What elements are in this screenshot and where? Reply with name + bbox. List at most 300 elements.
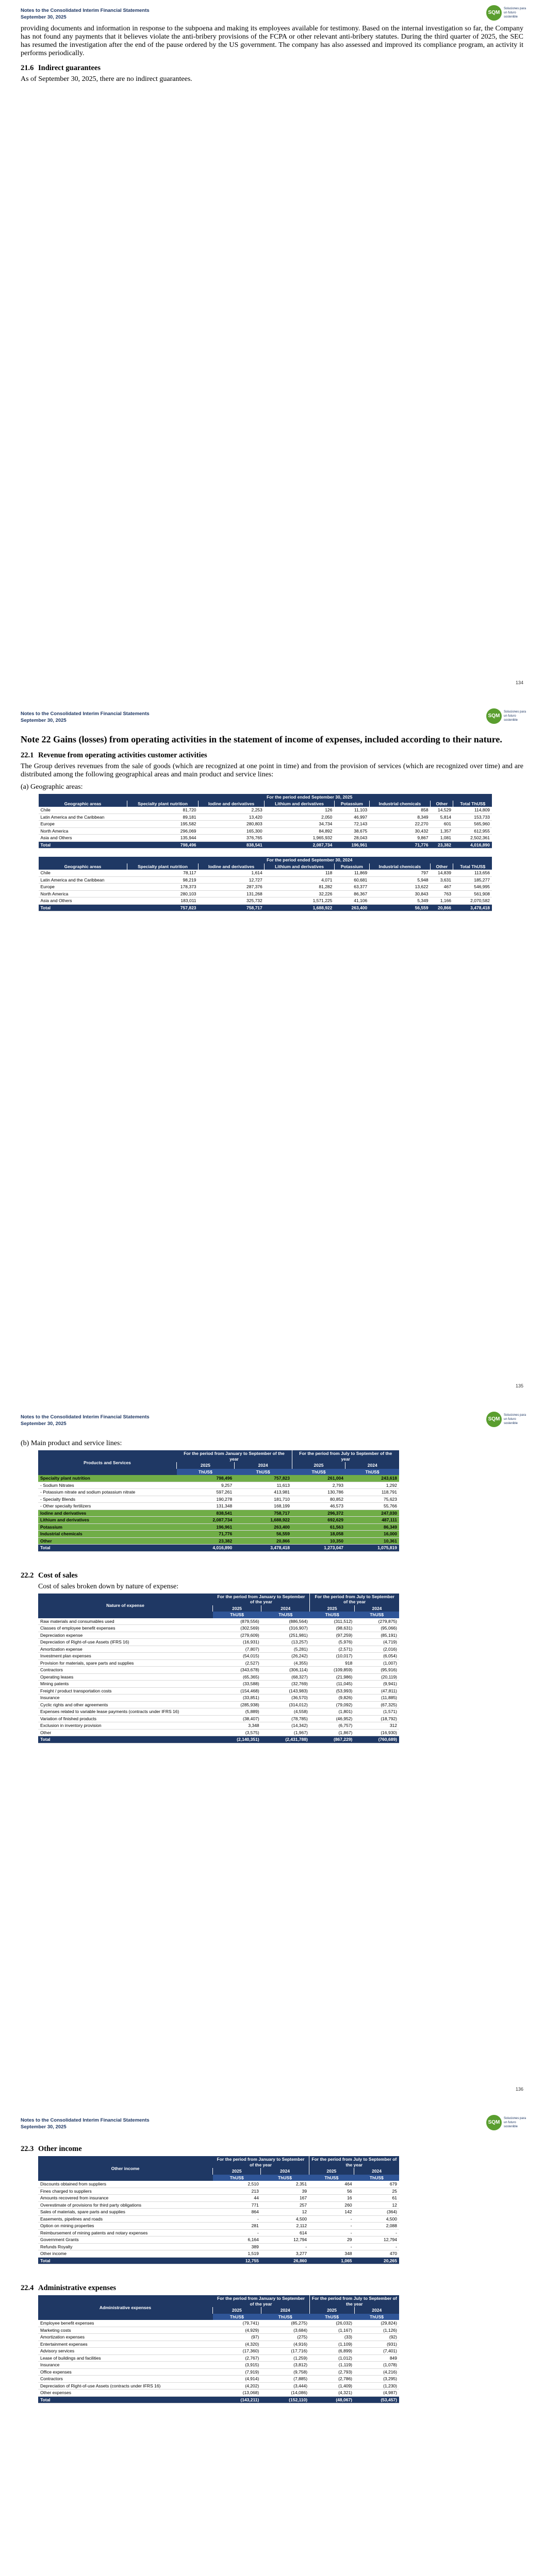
table-cell: (3,812)	[261, 2362, 309, 2369]
table-cell: (4,558)	[261, 1708, 310, 1716]
table-cell: 142	[309, 2209, 354, 2216]
table-cell: 2,088	[354, 2223, 399, 2230]
table-row	[39, 814, 492, 821]
table-cell: 565,960	[453, 821, 492, 828]
subheading-products: (b) Main product and service lines:	[21, 1439, 122, 1447]
row-label: Employee benefit expenses	[38, 2320, 213, 2327]
table-cell: 757,823	[234, 1475, 292, 1482]
table-cell: -	[261, 2243, 309, 2250]
table-period: For the period ended September 30, 2024	[127, 857, 492, 863]
table-cell: (48,067)	[309, 2396, 354, 2403]
table-cell: 3,478,418	[453, 904, 492, 911]
table-cell: (18,792)	[354, 1715, 399, 1722]
page-number: 135	[515, 1383, 523, 1388]
year-header: 2025	[309, 2168, 354, 2175]
table-cell: 60,681	[334, 876, 369, 884]
column-header: Potassium	[334, 863, 369, 870]
row-label: Europe	[39, 884, 127, 891]
year-header: 2025	[177, 1462, 235, 1469]
table-cell: 26,860	[261, 2257, 309, 2264]
table-cell: (1,867)	[310, 1729, 355, 1736]
table-cell: 280,103	[127, 890, 198, 897]
table-cell: 757,823	[127, 904, 198, 911]
row-label: Mining patents	[38, 1681, 213, 1688]
logo-mark: SQM	[486, 708, 502, 724]
table-cell: 168,199	[234, 1503, 292, 1510]
table-cell: 30,843	[369, 890, 430, 897]
table-cell: 280,803	[199, 821, 265, 828]
table-cell: (29,824)	[354, 2320, 399, 2327]
row-label: Sales of materials, spare parts and supplies	[38, 2209, 213, 2216]
table-cell: (46,952)	[310, 1715, 355, 1722]
logo-mark: SQM	[486, 5, 502, 21]
year-header: 2024	[345, 1462, 399, 1469]
row-label: Other expenses	[38, 2389, 213, 2397]
table-cell: (9,758)	[261, 2368, 309, 2376]
row-label: Amortization expense	[38, 1646, 213, 1653]
row-label: Amortization expenses	[38, 2334, 213, 2341]
page-137	[0, 2110, 544, 2576]
logo-tagline: Soluciones para un futuro sostenible	[504, 1414, 526, 1425]
row-label: Operating leases	[38, 1673, 213, 1681]
table-cell: (2,016)	[354, 1646, 399, 1653]
table-cell: 1,292	[345, 1482, 399, 1489]
table-cell: 4,016,890	[453, 841, 492, 849]
year-header: 2024	[354, 2307, 399, 2314]
table-cell: (1,230)	[354, 2382, 399, 2389]
table-row	[38, 2368, 399, 2376]
table-row	[38, 2334, 399, 2341]
table-cell: 2,087,734	[177, 1517, 235, 1524]
table-cell: 464	[309, 2181, 354, 2188]
table-cell: 71,776	[177, 1531, 235, 1538]
row-label: Option on mining properties	[38, 2223, 213, 2230]
table-cell: (285,938)	[213, 1701, 261, 1708]
table-cell: 196,961	[177, 1523, 235, 1531]
table-row	[38, 2223, 399, 2230]
table-cell: 2,253	[199, 807, 265, 814]
page-header	[21, 7, 150, 21]
row-label: Chile	[39, 870, 127, 876]
table-cell: 261,004	[292, 1475, 345, 1482]
logo-mark: SQM	[486, 2115, 502, 2130]
table-cell: -	[309, 2229, 354, 2236]
table-cell: 2,510	[213, 2181, 261, 2188]
row-label: Freight / product transportation costs	[38, 1687, 213, 1694]
table-header-row	[39, 801, 492, 807]
table-cell: 23,382	[177, 1537, 235, 1545]
table-cell: (4,216)	[354, 2368, 399, 2376]
row-label: Total	[39, 841, 127, 849]
table-cell: 86,367	[334, 890, 369, 897]
table-cell: 185,277	[453, 876, 492, 884]
table-row	[38, 1701, 399, 1708]
table-row	[38, 1694, 399, 1702]
period-a: For the period from January to September of the year	[213, 1594, 310, 1605]
year-header: 2024	[354, 1605, 399, 1612]
table-cell: 2,070,582	[453, 897, 492, 905]
table-cell: 546,995	[453, 884, 492, 891]
year-header: 2025	[213, 2168, 261, 2175]
table-row	[38, 1618, 399, 1625]
unit-header: ThUS$	[234, 1469, 292, 1476]
page-number: 136	[515, 2087, 523, 2092]
table-cell: (14,342)	[261, 1722, 310, 1730]
row-label: Total	[38, 2257, 213, 2264]
col-label: Products and Services	[38, 1450, 177, 1475]
table-cell: (98,631)	[310, 1625, 355, 1632]
table-cell: 56,559	[369, 904, 430, 911]
column-header: Potassium	[334, 801, 369, 807]
table-cell: (6,757)	[310, 1722, 355, 1730]
column-header: Lithium and derivatives	[265, 863, 335, 870]
table-row	[38, 2389, 399, 2397]
table-row	[38, 1503, 399, 1510]
table-cell: -	[213, 2229, 261, 2236]
table-cell: 1,357	[431, 827, 453, 835]
table-cell: (7,807)	[213, 1646, 261, 1653]
table-cell: 918	[310, 1659, 355, 1667]
table-cell: 81,282	[265, 884, 335, 891]
table-cell: 2,112	[261, 2223, 309, 2230]
row-label: Investment plan expenses	[38, 1653, 213, 1660]
year-header: 2025	[213, 2307, 261, 2314]
table-cell: 72,143	[334, 821, 369, 828]
unit-header: ThUS$	[213, 1612, 261, 1618]
table-cell: (17,716)	[261, 2348, 309, 2355]
table-cell: 25	[354, 2188, 399, 2195]
table-cell: -	[309, 2215, 354, 2223]
column-header: Iodine and derivatives	[199, 801, 265, 807]
table-cell: (3,444)	[261, 2382, 309, 2389]
row-label: Potassium	[38, 1523, 177, 1531]
row-label: Contractors	[38, 2376, 213, 2383]
row-label: Insurance	[38, 2362, 213, 2369]
table-cell: 41,106	[334, 897, 369, 905]
table-cell: (1,167)	[309, 2327, 354, 2334]
row-label: Other	[38, 1729, 213, 1736]
row-label: Exclusion in inventory provision	[38, 1722, 213, 1730]
table-cell: (109,859)	[310, 1667, 355, 1674]
table-cell: 257	[261, 2201, 309, 2209]
unit-header: ThUS$	[213, 2314, 261, 2320]
table-cell: 263,400	[234, 1523, 292, 1531]
column-header: Specialty plant nutrition	[127, 863, 198, 870]
row-label: Marketing costs	[38, 2327, 213, 2334]
row-label: - Specialty Blends	[38, 1496, 177, 1503]
table-cell: (14,086)	[261, 2389, 309, 2397]
column-header: Specialty plant nutrition	[127, 801, 198, 807]
geographic-table-2025	[38, 794, 492, 849]
table-cell: 130,786	[292, 1489, 345, 1496]
table-cell: 8,349	[369, 814, 430, 821]
table-cell: 118	[265, 870, 335, 876]
row-label: Specialty plant nutrition	[38, 1475, 177, 1482]
row-label: North America	[39, 890, 127, 897]
table-row	[38, 1646, 399, 1653]
table-cell: 1,273,047	[292, 1545, 345, 1552]
table-cell: (95,066)	[354, 1625, 399, 1632]
row-label: Overestimate of provisions for third party obligations	[38, 2201, 213, 2209]
table-cell: (879,556)	[213, 1618, 261, 1625]
row-label: Depreciation of Right-of-use Assets (IFRS 16)	[38, 1639, 213, 1646]
table-row	[38, 1632, 399, 1639]
row-label: Cyclic rights and other agreements	[38, 1701, 213, 1708]
table-cell: 4,500	[261, 2215, 309, 2223]
table-row	[38, 2229, 399, 2236]
table-cell: (306,114)	[261, 1667, 310, 1674]
table-cell: (97,259)	[310, 1632, 355, 1639]
section-heading-22-4: 22.4 Administrative expenses	[21, 2284, 117, 2292]
period-b: For the period from July to September of the year	[309, 2156, 399, 2168]
table-row	[38, 1475, 399, 1482]
column-header: Total ThUS$	[453, 863, 492, 870]
table-cell: 692,629	[292, 1517, 345, 1524]
table-cell: (4,916)	[261, 2341, 309, 2348]
table-cell: (4,321)	[309, 2389, 354, 2397]
table-cell: (2,571)	[310, 1646, 355, 1653]
table-cell: (95,916)	[354, 1667, 399, 1674]
table-cell: 3,277	[261, 2250, 309, 2258]
table-row	[38, 1489, 399, 1496]
table-cell: 614	[261, 2229, 309, 2236]
header-line1: Notes to the Consolidated Interim Financial Statements	[21, 2117, 150, 2123]
row-label: Discounts obtained from suppliers	[38, 2181, 213, 2188]
table-cell: (279,875)	[354, 1618, 399, 1625]
col-label: Other income	[38, 2156, 213, 2181]
section-heading-22-1: 22.1 Revenue from operating activities customer activities	[21, 751, 207, 759]
table-cell: (68,327)	[261, 1673, 310, 1681]
logo-tagline: Soluciones para un futuro sostenible	[504, 2117, 526, 2128]
table-row	[38, 1681, 399, 1688]
table-cell: 858	[369, 807, 430, 814]
table-cell: 86,349	[345, 1523, 399, 1531]
table-cell: 11,869	[334, 870, 369, 876]
table-cell: 80,852	[292, 1496, 345, 1503]
table-cell: 679	[354, 2181, 399, 2188]
row-label: Advisory services	[38, 2348, 213, 2355]
table-cell: 98,219	[127, 876, 198, 884]
table-cell: (4,719)	[354, 1639, 399, 1646]
page-header	[21, 2117, 150, 2130]
table-cell: (2,527)	[213, 1659, 261, 1667]
table-cell: -	[309, 2223, 354, 2230]
page-134	[0, 0, 544, 703]
row-label: Contractors	[38, 1667, 213, 1674]
table-cell: 14,529	[431, 807, 453, 814]
table-cell: 281	[213, 2223, 261, 2230]
row-label: Raw materials and consumables used	[38, 1618, 213, 1625]
row-label: - Sodium Nitrates	[38, 1482, 177, 1489]
table-row	[38, 1659, 399, 1667]
header-line1: Notes to the Consolidated Interim Financial Statements	[21, 1414, 150, 1420]
table-cell: 196,961	[334, 841, 369, 849]
paragraph-intro: providing documents and information in response to the subpoena and making its employees available for testimony. Based on the internal investigation so far, the Company has not found any payments that it believes violate the anti-bribery provisions of the FCPA or other relevant anti-bribery statutes. During the third quarter of 2025, the SEC has resumed the investigation after the end of the pause ordered by the US government. The company has also assessed and improved its compliance program, an activity it performs periodically.	[21, 25, 523, 57]
table-row	[38, 1708, 399, 1716]
table-cell: (10,017)	[310, 1653, 355, 1660]
year-header: 2025	[309, 2307, 354, 2314]
table-cell: 118,791	[345, 1489, 399, 1496]
table-row	[38, 1722, 399, 1730]
row-label: Provision for materials, spare parts and supplies	[38, 1659, 213, 1667]
table-cell: (7,919)	[213, 2368, 261, 2376]
table-cell: (47,811)	[354, 1687, 399, 1694]
table-row	[38, 1496, 399, 1503]
table-row	[38, 1687, 399, 1694]
table-cell: (5,281)	[261, 1646, 310, 1653]
table-row	[38, 2236, 399, 2244]
table-cell: 29	[309, 2236, 354, 2244]
table-cell: (33,851)	[213, 1694, 261, 1702]
table-cell: (2,431,788)	[261, 1736, 310, 1743]
table-cell: (38,407)	[213, 1715, 261, 1722]
row-label: Government Grants	[38, 2236, 213, 2244]
table-cell: 56	[309, 2188, 354, 2195]
table-cell: 597,261	[177, 1489, 235, 1496]
table-cell: (11,045)	[310, 1681, 355, 1688]
row-label: Refunds Royalty	[38, 2243, 213, 2250]
row-label: Iodine and derivatives	[38, 1510, 177, 1517]
table-cell: 30,432	[369, 827, 430, 835]
year-header: 2025	[213, 1605, 261, 1612]
row-label: Insurance	[38, 1694, 213, 1702]
table-cell: 10,361	[345, 1537, 399, 1545]
table-cell: 11,613	[234, 1482, 292, 1489]
section-heading-22-2: 22.2 Cost of sales	[21, 1571, 78, 1580]
table-cell: 758,717	[234, 1510, 292, 1517]
table-cell: (67,325)	[354, 1701, 399, 1708]
table-row	[38, 2382, 399, 2389]
table-cell: 131,348	[177, 1503, 235, 1510]
year-header: 2024	[354, 2168, 399, 2175]
row-label: Asia and Others	[39, 835, 127, 842]
table-cell: (1,571)	[354, 1708, 399, 1716]
table-row	[38, 1673, 399, 1681]
column-header: Industrial chemicals	[369, 801, 430, 807]
table-cell: 81,720	[127, 807, 198, 814]
table-cell: 601	[431, 821, 453, 828]
row-label: Europe	[39, 821, 127, 828]
year-header: 2024	[234, 1462, 292, 1469]
table-cell: 46,997	[334, 814, 369, 821]
other-income-table	[38, 2156, 399, 2264]
table-cell: (1,007)	[354, 1659, 399, 1667]
period-b: For the period from July to September of the year	[309, 2295, 399, 2307]
table-row	[38, 1667, 399, 1674]
header-line1: Notes to the Consolidated Interim Financial Statements	[21, 711, 150, 717]
table-cell: 1,065	[309, 2257, 354, 2264]
table-row	[38, 2320, 399, 2327]
paragraph-guarantees: As of September 30, 2025, there are no indirect guarantees.	[21, 75, 192, 83]
table-cell: (33,588)	[213, 1681, 261, 1688]
table-cell: 1,965,932	[265, 835, 335, 842]
table-cell: (1,078)	[354, 2362, 399, 2369]
table-cell: (7,885)	[261, 2376, 309, 2383]
table-cell: (1,119)	[309, 2362, 354, 2369]
table-cell: 376,765	[199, 835, 265, 842]
table-cell: (92)	[354, 2334, 399, 2341]
table-cell: (4,914)	[213, 2376, 261, 2383]
table-cell: (3,684)	[261, 2327, 309, 2334]
row-label: Total	[39, 904, 127, 911]
row-label: Other income	[38, 2250, 213, 2258]
table-row	[38, 1482, 399, 1489]
row-label: Total	[38, 2396, 213, 2403]
row-label: Chile	[39, 807, 127, 814]
row-label: Office expenses	[38, 2368, 213, 2376]
table-cell: (17,360)	[213, 2348, 261, 2355]
unit-header: ThUS$	[261, 2175, 309, 2181]
table-row	[38, 1531, 399, 1538]
table-cell: (4,320)	[213, 2341, 261, 2348]
table-cell: 71,776	[369, 841, 430, 849]
table-cell: 287,376	[199, 884, 265, 891]
row-label: Lease of buildings and facilities	[38, 2354, 213, 2362]
column-header: Other	[431, 801, 453, 807]
table-cell: (6,054)	[354, 1653, 399, 1660]
table-row	[38, 2243, 399, 2250]
logo-mark: SQM	[486, 1412, 502, 1427]
table-cell: 165,300	[199, 827, 265, 835]
table-cell: 46,573	[292, 1503, 345, 1510]
table-cell: 247,030	[345, 1510, 399, 1517]
total-row	[39, 904, 492, 911]
header-line2: September 30, 2025	[21, 14, 67, 20]
table-cell: 16,000	[345, 1531, 399, 1538]
table-cell: 413,981	[234, 1489, 292, 1496]
total-row	[38, 2396, 399, 2403]
row-label: - Potassium nitrate and sodium potassium nitrate	[38, 1489, 177, 1496]
table-cell: 16	[309, 2195, 354, 2202]
table-row	[39, 827, 492, 835]
page-136	[0, 1406, 544, 2110]
column-header: Lithium and derivatives	[265, 801, 335, 807]
table-cell: (54,015)	[213, 1653, 261, 1660]
table-cell: 38,675	[334, 827, 369, 835]
table-cell: 467	[431, 884, 453, 891]
table-cell: 6,164	[213, 2236, 261, 2244]
table-cell: 178,373	[127, 884, 198, 891]
table-cell: (13,257)	[261, 1639, 310, 1646]
table-cell: 260	[309, 2201, 354, 2209]
table-cell: 389	[213, 2243, 261, 2250]
table-cell: (4,987)	[354, 2389, 399, 2397]
note-22-title: Note 22 Gains (losses) from operating activities in the statement of income of expenses, included according to their nature.	[21, 734, 502, 744]
row-label: Latin America and the Caribbean	[39, 814, 127, 821]
table-row	[38, 2354, 399, 2362]
table-cell: 34,734	[265, 821, 335, 828]
table-cell: 89,181	[127, 814, 198, 821]
unit-header: ThUS$	[292, 1469, 345, 1476]
page-header	[21, 710, 150, 724]
table-row	[38, 1625, 399, 1632]
table-cell: (20,119)	[354, 1673, 399, 1681]
table-period: For the period ended September 30, 2025	[127, 794, 492, 801]
table-cell: 11,103	[334, 807, 369, 814]
year-header: 2025	[292, 1462, 345, 1469]
table-cell: 20,265	[354, 2257, 399, 2264]
table-cell: 3,478,418	[234, 1545, 292, 1552]
row-label: Reimbursement of mining patents and notary expenses	[38, 2229, 213, 2236]
period-a: For the period from January to September of the year	[213, 2295, 310, 2307]
table-cell: 14,839	[431, 870, 453, 876]
period-b: For the period from July to September of the year	[310, 1594, 399, 1605]
total-row	[38, 1545, 399, 1552]
table-row	[39, 870, 492, 876]
header-line2: September 30, 2025	[21, 2124, 67, 2130]
total-row	[38, 1736, 399, 1743]
table-cell: 3,348	[213, 1722, 261, 1730]
